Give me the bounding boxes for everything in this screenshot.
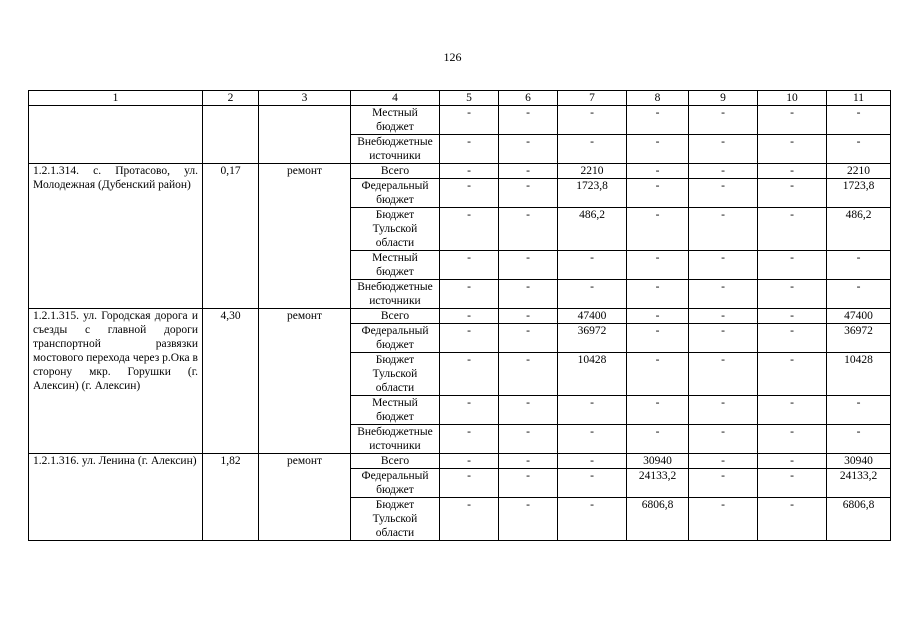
value-cell: - xyxy=(689,208,758,251)
value-cell: - xyxy=(440,309,499,324)
value-cell: - xyxy=(499,208,558,251)
value-cell: - xyxy=(440,106,499,135)
column-header: 8 xyxy=(627,91,689,106)
value-cell: - xyxy=(558,425,627,454)
value-cell: - xyxy=(758,353,827,396)
object-length: 1,82 xyxy=(203,454,259,541)
value-cell: - xyxy=(627,208,689,251)
value-cell: - xyxy=(499,353,558,396)
column-header: 1 xyxy=(29,91,203,106)
value-cell: - xyxy=(627,353,689,396)
value-cell: - xyxy=(627,135,689,164)
funding-source: Федеральный бюджет xyxy=(351,324,440,353)
value-cell: - xyxy=(440,164,499,179)
value-cell: - xyxy=(627,280,689,309)
value-cell: - xyxy=(499,179,558,208)
value-cell: - xyxy=(827,251,891,280)
value-cell: - xyxy=(758,469,827,498)
column-header: 2 xyxy=(203,91,259,106)
value-cell: - xyxy=(689,164,758,179)
value-cell: - xyxy=(689,396,758,425)
table-row xyxy=(29,454,891,469)
column-header: 11 xyxy=(827,91,891,106)
value-cell: - xyxy=(558,135,627,164)
funding-source: Местный бюджет xyxy=(351,251,440,280)
funding-source: Всего xyxy=(351,454,440,469)
table-header-row xyxy=(29,91,891,106)
column-header: 7 xyxy=(558,91,627,106)
value-cell: - xyxy=(689,135,758,164)
object-length: 4,30 xyxy=(203,309,259,454)
column-header: 6 xyxy=(499,91,558,106)
value-cell: - xyxy=(499,324,558,353)
value-cell: - xyxy=(758,454,827,469)
object-length: 0,17 xyxy=(203,164,259,309)
value-cell: - xyxy=(689,179,758,208)
value-cell: - xyxy=(627,106,689,135)
value-cell: - xyxy=(558,280,627,309)
value-cell: - xyxy=(499,164,558,179)
table-body xyxy=(29,106,891,541)
value-cell: - xyxy=(499,135,558,164)
value-cell: - xyxy=(558,469,627,498)
object-length xyxy=(203,106,259,164)
value-cell: 36972 xyxy=(558,324,627,353)
value-cell: - xyxy=(689,469,758,498)
value-cell: - xyxy=(499,498,558,541)
value-cell: - xyxy=(440,251,499,280)
value-cell: 24133,2 xyxy=(827,469,891,498)
value-cell: 486,2 xyxy=(827,208,891,251)
value-cell: - xyxy=(440,425,499,454)
value-cell: - xyxy=(689,353,758,396)
value-cell: - xyxy=(499,425,558,454)
value-cell: - xyxy=(440,353,499,396)
value-cell: - xyxy=(440,179,499,208)
page-number: 126 xyxy=(443,50,462,64)
value-cell: - xyxy=(440,469,499,498)
value-cell: 10428 xyxy=(558,353,627,396)
value-cell: - xyxy=(558,106,627,135)
value-cell: - xyxy=(440,324,499,353)
column-header: 9 xyxy=(689,91,758,106)
funding-source: Всего xyxy=(351,309,440,324)
column-header: 3 xyxy=(259,91,351,106)
value-cell: - xyxy=(689,498,758,541)
funding-source: Внебюджетные источники xyxy=(351,425,440,454)
value-cell: - xyxy=(499,106,558,135)
value-cell: - xyxy=(689,309,758,324)
value-cell: 2210 xyxy=(827,164,891,179)
funding-source: Местный бюджет xyxy=(351,396,440,425)
value-cell: 30940 xyxy=(827,454,891,469)
value-cell: - xyxy=(827,396,891,425)
value-cell: - xyxy=(758,208,827,251)
value-cell: - xyxy=(440,208,499,251)
value-cell: 6806,8 xyxy=(827,498,891,541)
value-cell: - xyxy=(440,454,499,469)
table-row xyxy=(29,106,891,135)
value-cell: - xyxy=(499,454,558,469)
value-cell: - xyxy=(558,454,627,469)
value-cell: 36972 xyxy=(827,324,891,353)
value-cell: - xyxy=(758,498,827,541)
value-cell: - xyxy=(689,425,758,454)
value-cell: - xyxy=(758,425,827,454)
value-cell: - xyxy=(758,324,827,353)
funding-source: Бюджет Тульской области xyxy=(351,498,440,541)
value-cell: - xyxy=(627,425,689,454)
funding-source: Федеральный бюджет xyxy=(351,469,440,498)
column-header: 10 xyxy=(758,91,827,106)
value-cell: - xyxy=(689,324,758,353)
financing-table xyxy=(28,90,891,541)
value-cell: - xyxy=(689,251,758,280)
value-cell: - xyxy=(827,425,891,454)
funding-source: Внебюджетные источники xyxy=(351,135,440,164)
value-cell: 1723,8 xyxy=(558,179,627,208)
funding-source: Бюджет Тульской области xyxy=(351,353,440,396)
work-type: ремонт xyxy=(259,309,351,454)
funding-source: Местный бюджет xyxy=(351,106,440,135)
value-cell: 10428 xyxy=(827,353,891,396)
value-cell: - xyxy=(827,135,891,164)
value-cell: 47400 xyxy=(827,309,891,324)
value-cell: - xyxy=(827,280,891,309)
column-header: 4 xyxy=(351,91,440,106)
value-cell: - xyxy=(558,498,627,541)
value-cell: 486,2 xyxy=(558,208,627,251)
value-cell: - xyxy=(758,309,827,324)
value-cell: - xyxy=(758,164,827,179)
value-cell: - xyxy=(758,396,827,425)
value-cell: - xyxy=(440,396,499,425)
value-cell: 1723,8 xyxy=(827,179,891,208)
object-name: 1.2.1.315. ул. Городская дорога и съезды с главной дороги транспортной развязки мостового перехода через р.Ока в сторону мкр. Горушки (г. Алексин) (г. Алексин) xyxy=(29,309,203,454)
value-cell: - xyxy=(689,280,758,309)
object-name: 1.2.1.316. ул. Ленина (г. Алексин) xyxy=(29,454,203,541)
value-cell: 30940 xyxy=(627,454,689,469)
value-cell: - xyxy=(627,251,689,280)
value-cell: - xyxy=(558,251,627,280)
funding-source: Федеральный бюджет xyxy=(351,179,440,208)
funding-source: Бюджет Тульской области xyxy=(351,208,440,251)
value-cell: - xyxy=(627,309,689,324)
value-cell: - xyxy=(827,106,891,135)
value-cell: - xyxy=(689,454,758,469)
value-cell: 47400 xyxy=(558,309,627,324)
value-cell: - xyxy=(440,498,499,541)
value-cell: - xyxy=(499,396,558,425)
value-cell: - xyxy=(627,324,689,353)
funding-source: Внебюджетные источники xyxy=(351,280,440,309)
value-cell: - xyxy=(440,280,499,309)
value-cell: - xyxy=(499,251,558,280)
value-cell: 2210 xyxy=(558,164,627,179)
table-row xyxy=(29,309,891,324)
value-cell: - xyxy=(627,164,689,179)
value-cell: - xyxy=(758,135,827,164)
value-cell: - xyxy=(689,106,758,135)
value-cell: - xyxy=(758,106,827,135)
object-name xyxy=(29,106,203,164)
value-cell: - xyxy=(499,469,558,498)
object-name: 1.2.1.314. с. Протасово, ул. Молодежная (Дубенский район) xyxy=(29,164,203,309)
value-cell: - xyxy=(758,179,827,208)
funding-source: Всего xyxy=(351,164,440,179)
work-type: ремонт xyxy=(259,454,351,541)
value-cell: - xyxy=(440,135,499,164)
work-type xyxy=(259,106,351,164)
value-cell: - xyxy=(627,179,689,208)
work-type: ремонт xyxy=(259,164,351,309)
value-cell: 24133,2 xyxy=(627,469,689,498)
table-row xyxy=(29,164,891,179)
value-cell: - xyxy=(758,251,827,280)
value-cell: - xyxy=(627,396,689,425)
value-cell: - xyxy=(558,396,627,425)
value-cell: - xyxy=(758,280,827,309)
value-cell: - xyxy=(499,309,558,324)
value-cell: - xyxy=(499,280,558,309)
value-cell: 6806,8 xyxy=(627,498,689,541)
column-header: 5 xyxy=(440,91,499,106)
